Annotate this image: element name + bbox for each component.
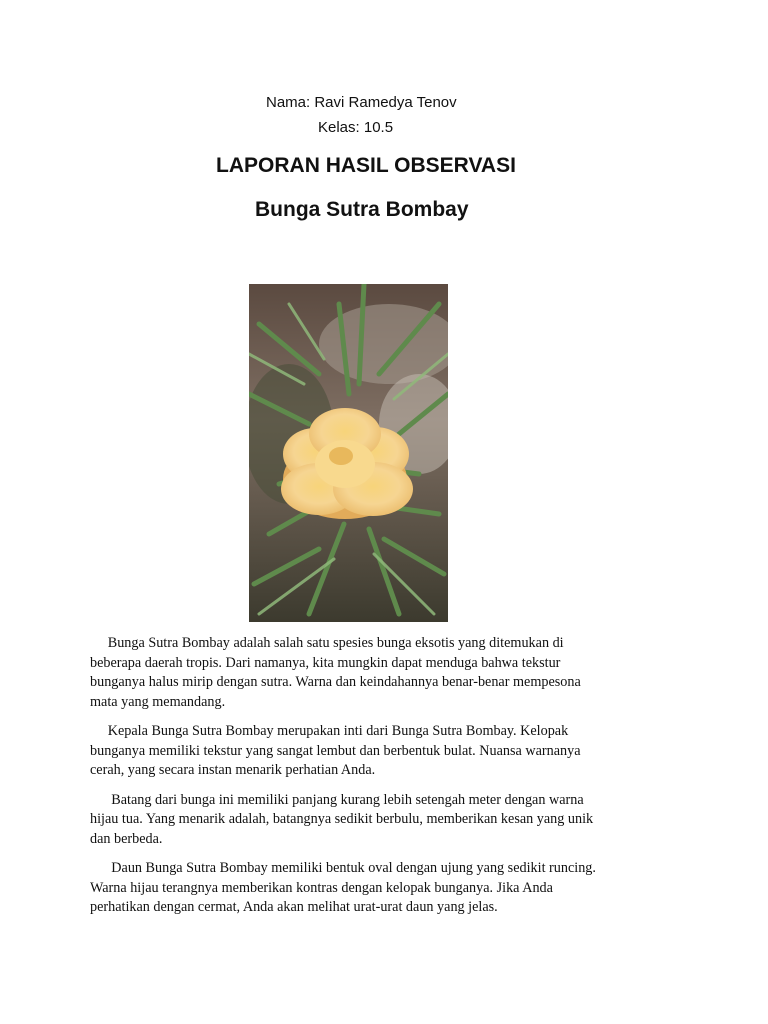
text-line: bunganya halus mirip dengan sutra. Warna dan keindahannya benar-benar mempesona	[90, 674, 581, 690]
text-line: dan berbeda.	[90, 830, 163, 847]
text-line: hijau tua. Yang menarik adalah, batangnya sedikit berbulu, memberikan kesan yang unik	[90, 811, 594, 827]
student-name: Nama: Ravi Ramedya Tenov	[266, 94, 457, 111]
text-line: perhatikan dengan cermat, Anda akan melihat urat-urat daun yang jelas.	[90, 899, 498, 915]
report-subtitle: Bunga Sutra Bombay	[255, 198, 469, 221]
text-line: cerah, yang secara instan menarik perhatian Anda.	[90, 762, 376, 778]
student-class: Kelas: 10.5	[318, 119, 394, 136]
text-line: Batang dari bunga ini memiliki panjang kurang lebih setengah meter dengan warna	[90, 791, 584, 808]
paragraph-leaf	[90, 859, 690, 918]
text-line: Warna hijau terangnya memberikan kontras dengan kelopak bunganya. Jika Anda	[90, 879, 553, 896]
text-line: Daun Bunga Sutra Bombay memiliki bentuk oval dengan ujung yang sedikit runcing.	[90, 860, 596, 876]
text-line: Kepala Bunga Sutra Bombay merupakan inti dari Bunga Sutra Bombay. Kelopak	[90, 723, 569, 739]
paragraph-intro	[90, 634, 690, 712]
report-title: LAPORAN HASIL OBSERVASI	[216, 154, 516, 177]
paragraph-stem	[90, 791, 690, 850]
flower-photo	[249, 284, 448, 622]
text-line: mata yang memandang.	[90, 693, 226, 710]
observation-body	[90, 634, 690, 928]
paragraph-flower-head	[90, 722, 690, 781]
text-line: bunganya memiliki tekstur yang sangat lembut dan berbentuk bulat. Nuansa warnanya	[90, 742, 581, 759]
text-line: Bunga Sutra Bombay adalah salah satu spesies bunga eksotis yang ditemukan di	[90, 635, 564, 651]
text-line: beberapa daerah tropis. Dari namanya, kita mungkin dapat menduga bahwa tekstur	[90, 654, 561, 671]
